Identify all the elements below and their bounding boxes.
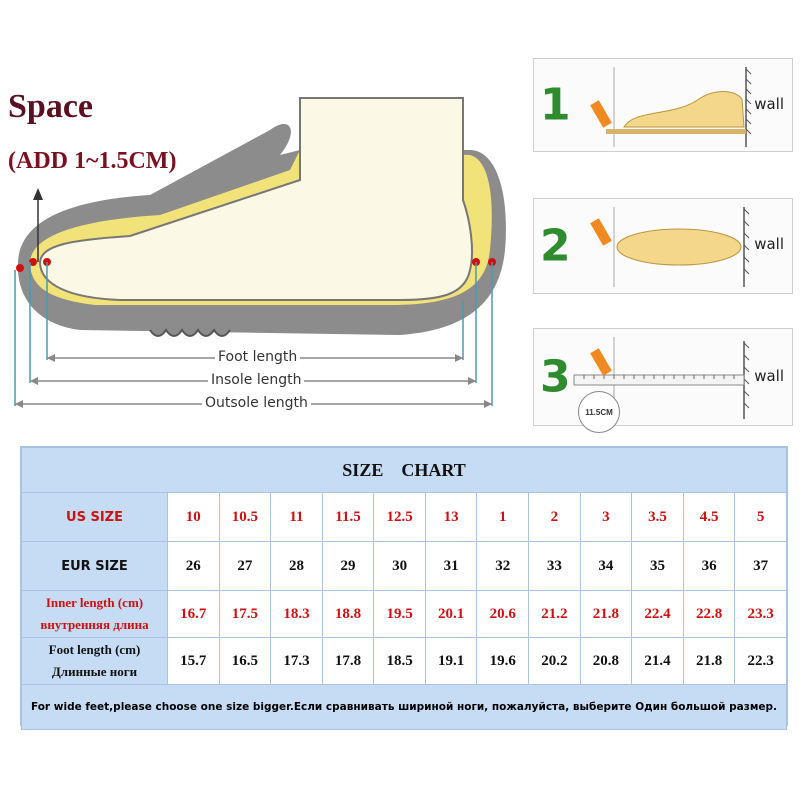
table-cell: 18.5 [374,638,426,685]
table-row-inner-length [22,591,787,638]
table-row-eur-size [22,542,787,591]
space-title: Space [8,88,93,125]
row-header-label: Inner length (cm) [45,595,144,610]
row-header-label: EUR SIZE [61,558,128,574]
table-row-foot-length [22,638,787,685]
row-header [22,638,168,685]
table-cell: 29 [322,542,374,591]
table-cell: 10.5 [219,493,271,542]
table-cell: 21.8 [683,638,735,685]
table-cell: 22.8 [683,591,735,638]
table-cell: 2 [529,493,581,542]
table-cell: 35 [632,542,684,591]
shoe-cross-section-illustration [0,0,520,430]
step-1-number: 1 [540,79,571,131]
step-3-wall-label: wall [754,367,784,385]
table-cell: 13 [425,493,477,542]
step-3-number: 3 [540,351,571,403]
table-cell: 17.5 [219,591,271,638]
table-cell: 37 [735,542,787,591]
foot-length-label: Foot length [215,349,300,365]
table-cell: 18.3 [271,591,323,638]
size-chart-note-row [22,685,787,730]
table-cell: 17.8 [322,638,374,685]
size-chart-title: SIZE CHART [22,448,787,493]
table-cell: 12.5 [374,493,426,542]
size-chart-note: For wide feet,please choose one size bigger.Если сравнивать шириной ноги, пожалуйста, выберите Один большой размер. [22,685,787,730]
table-cell: 15.7 [168,638,220,685]
table-cell: 16.5 [219,638,271,685]
table-cell: 20.2 [529,638,581,685]
table-cell: 4.5 [683,493,735,542]
size-chart-table [20,446,788,726]
row-header-label: Foot length (cm) [48,642,141,657]
outsole-length-label: Outsole length [202,395,311,411]
row-header [22,542,168,591]
table-cell: 20.8 [580,638,632,685]
space-subtitle: (ADD 1~1.5CM) [8,148,177,174]
table-cell: 3.5 [632,493,684,542]
table-cell: 11.5 [322,493,374,542]
table-cell: 21.2 [529,591,581,638]
table-cell: 30 [374,542,426,591]
table-cell: 17.3 [271,638,323,685]
size-chart-title-row [22,448,787,493]
step-1-wall-label: wall [754,95,784,113]
size-chart [21,447,787,730]
table-cell: 10 [168,493,220,542]
step-2-wall-label: wall [754,235,784,253]
table-cell: 31 [425,542,477,591]
measure-step-1 [533,58,793,152]
table-cell: 33 [529,542,581,591]
table-cell: 26 [168,542,220,591]
table-cell: 20.1 [425,591,477,638]
table-cell: 22.3 [735,638,787,685]
table-cell: 3 [580,493,632,542]
row-header [22,493,168,542]
table-cell: 23.3 [735,591,787,638]
measure-step-2 [533,198,793,294]
row-header-label-ru: внутренняя длина [40,617,149,632]
row-header-label: US SIZE [66,509,123,525]
table-cell: 36 [683,542,735,591]
row-header-label-ru: Длинные ноги [51,664,138,679]
table-cell: 27 [219,542,271,591]
insole-length-label: Insole length [208,372,304,388]
table-cell: 32 [477,542,529,591]
table-cell: 5 [735,493,787,542]
table-cell: 19.5 [374,591,426,638]
table-cell: 18.8 [322,591,374,638]
table-cell: 21.4 [632,638,684,685]
table-cell: 22.4 [632,591,684,638]
table-cell: 20.6 [477,591,529,638]
table-row-us-size [22,493,787,542]
ruler-value-badge: 11.5CM [578,391,620,433]
table-cell: 11 [271,493,323,542]
table-cell: 28 [271,542,323,591]
table-cell: 1 [477,493,529,542]
table-cell: 34 [580,542,632,591]
table-cell: 19.6 [477,638,529,685]
table-cell: 19.1 [425,638,477,685]
measure-step-3 [533,328,793,426]
table-cell: 16.7 [168,591,220,638]
row-header [22,591,168,638]
table-cell: 21.8 [580,591,632,638]
step-2-number: 2 [540,220,571,272]
